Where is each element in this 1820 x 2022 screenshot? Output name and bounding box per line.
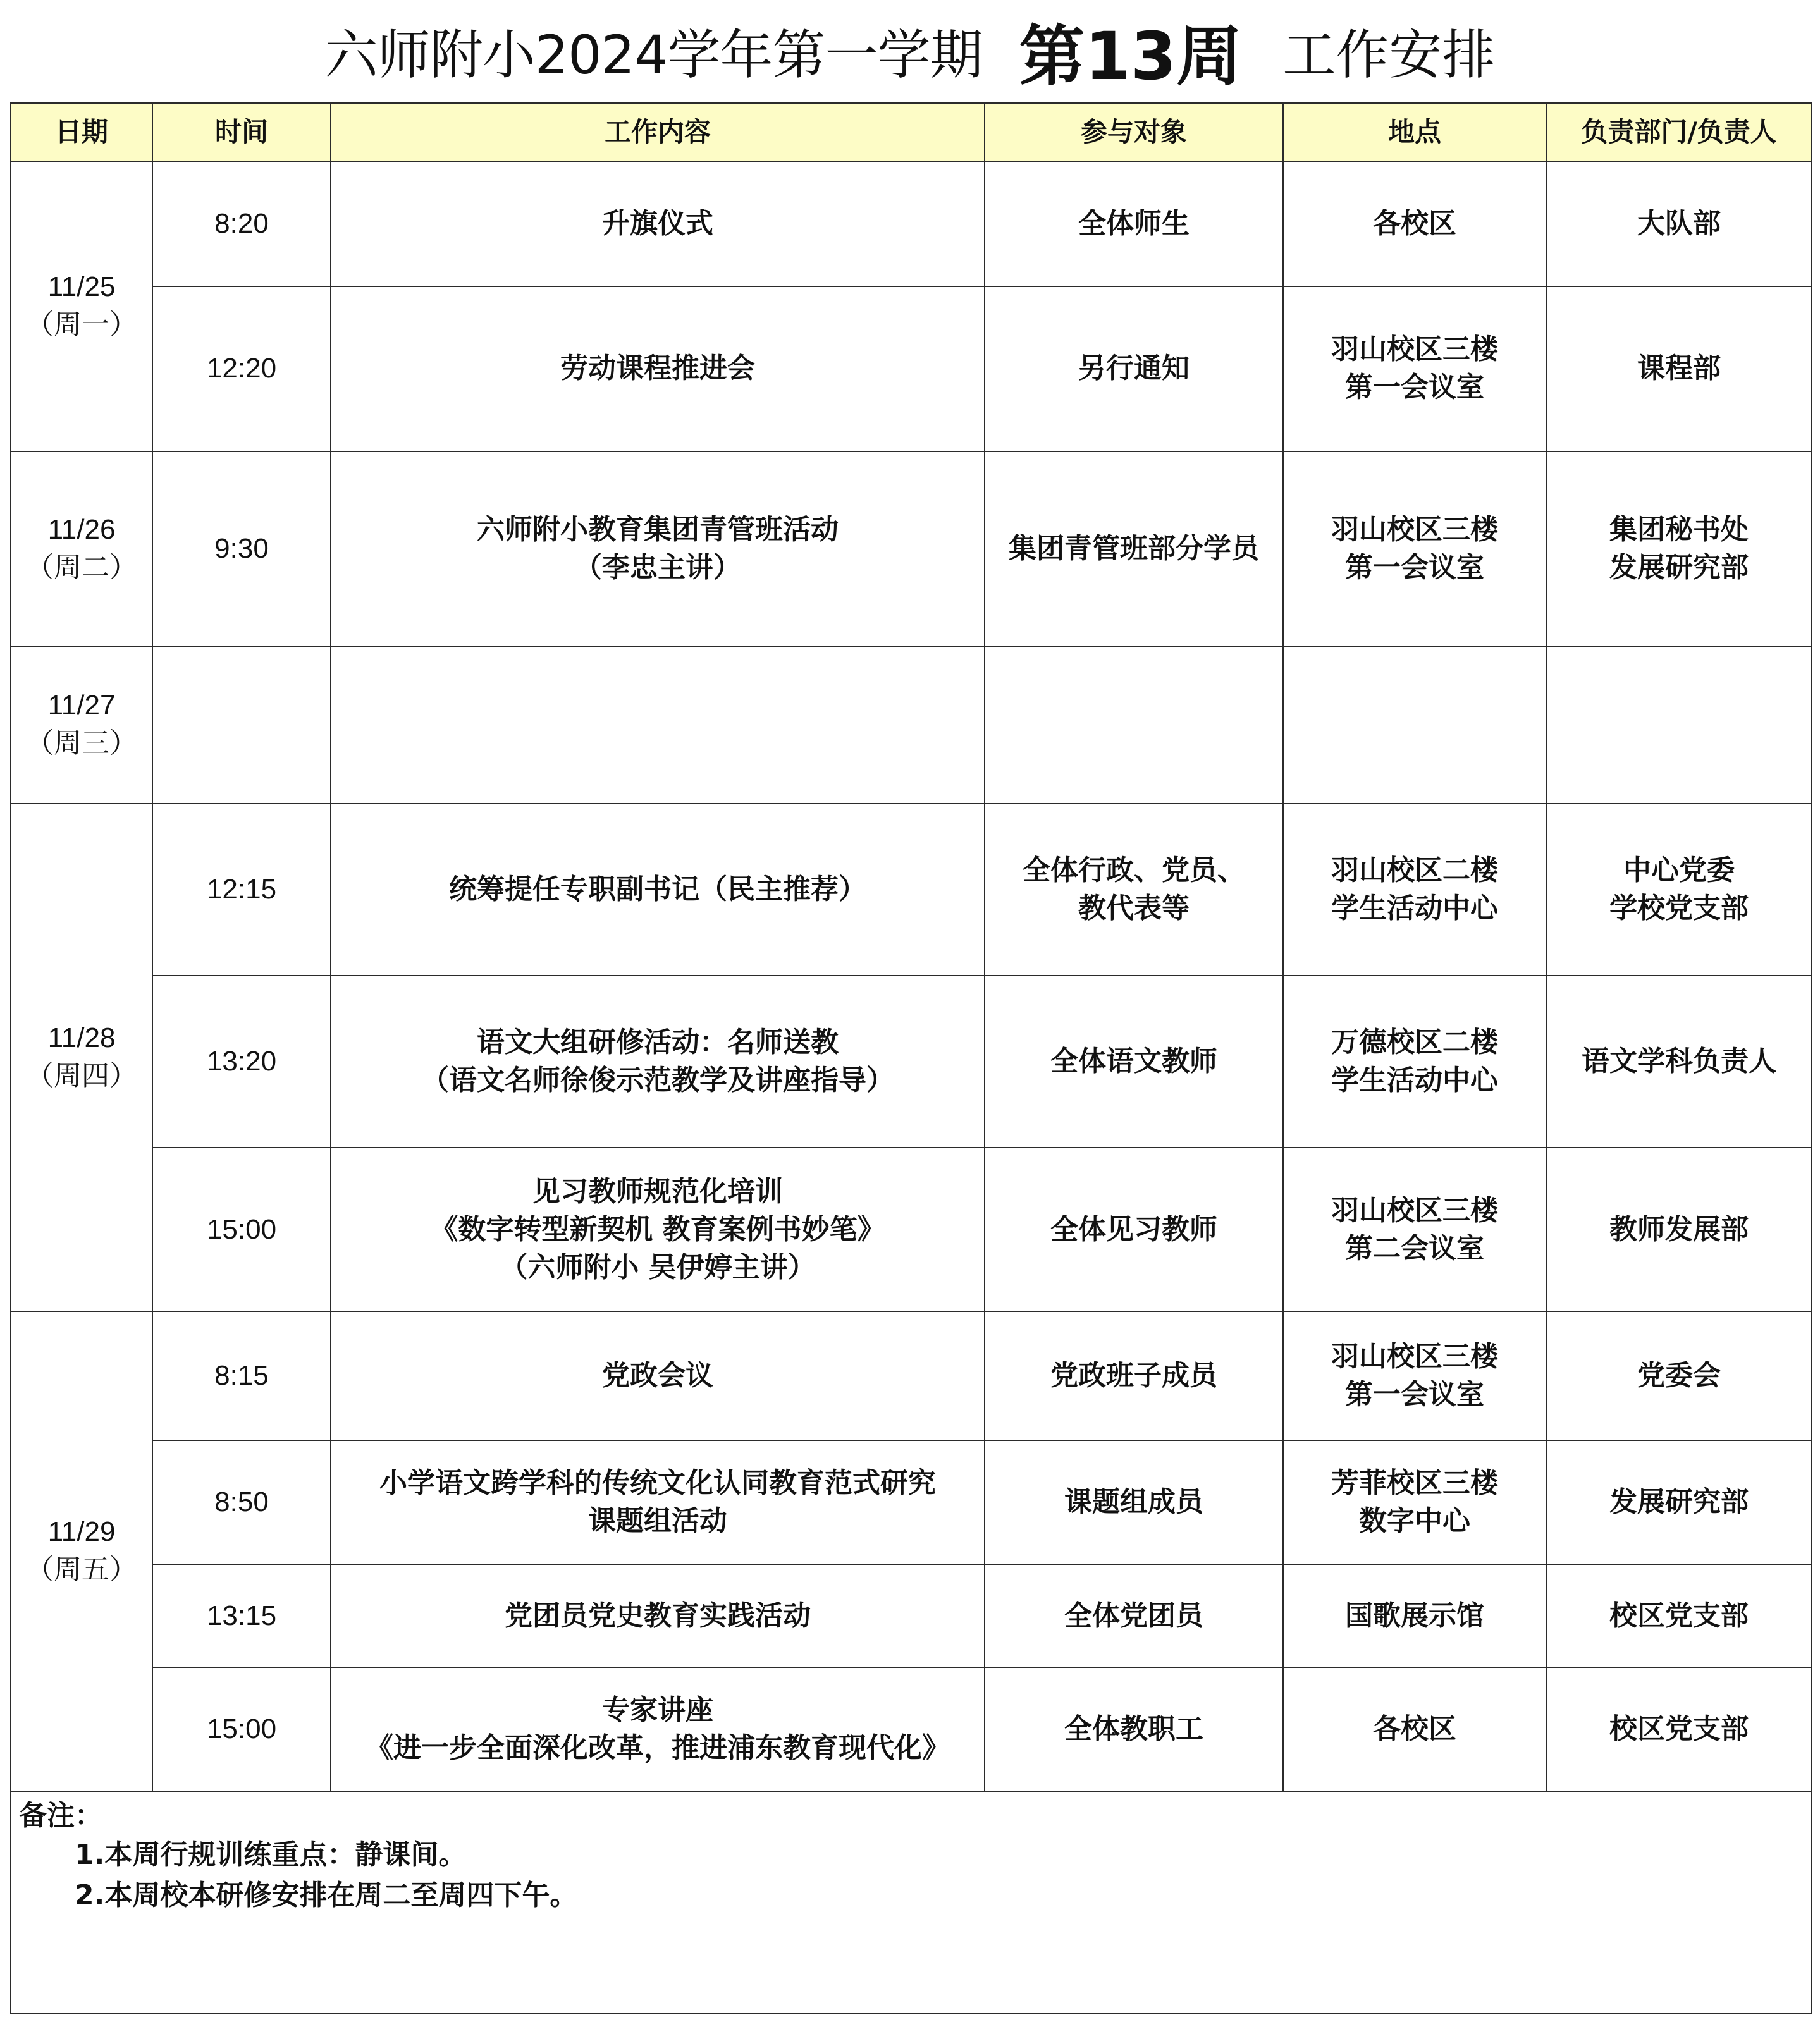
location-cell bbox=[1283, 1667, 1546, 1791]
dept-cell-line: 语文学科负责人 bbox=[1582, 1045, 1776, 1078]
date-cell bbox=[11, 646, 152, 803]
notes-item: 2.本周校本研修安排在周二至周四下午。 bbox=[75, 1879, 578, 1911]
table-row bbox=[11, 646, 1812, 803]
content-cell-line: （语文名师徐俊示范教学及讲座指导） bbox=[421, 1064, 894, 1097]
table-row bbox=[11, 1148, 1812, 1311]
time-cell: 15:00 bbox=[152, 1148, 331, 1311]
content-cell bbox=[331, 1564, 985, 1667]
dept-cell-line: 集团秘书处 bbox=[1609, 513, 1749, 546]
date-cell bbox=[11, 804, 152, 1311]
location-cell bbox=[1283, 286, 1546, 451]
participants-cell-line: 全体见习教师 bbox=[1050, 1213, 1217, 1246]
location-cell-line: 羽山校区三楼 bbox=[1331, 1340, 1498, 1373]
content-cell-line: 劳动课程推进会 bbox=[560, 352, 755, 385]
dept-cell bbox=[1546, 646, 1812, 803]
participants-cell bbox=[985, 804, 1283, 976]
weekday-value: （周二） bbox=[26, 551, 137, 583]
dept-cell-line: 学校党支部 bbox=[1609, 892, 1749, 924]
participants-cell-line: 全体师生 bbox=[1078, 207, 1190, 240]
table-row bbox=[11, 161, 1812, 286]
content-cell bbox=[331, 161, 985, 286]
location-cell-line: 数字中心 bbox=[1359, 1505, 1470, 1538]
page-title bbox=[0, 0, 1820, 101]
content-cell bbox=[331, 976, 985, 1148]
dept-cell-line: 校区党支部 bbox=[1609, 1599, 1749, 1632]
location-cell-line: 羽山校区三楼 bbox=[1331, 513, 1498, 546]
location-cell-line: 芳菲校区三楼 bbox=[1331, 1467, 1498, 1500]
notes-label: 备注： bbox=[19, 1799, 102, 1832]
participants-cell-line: 全体教职工 bbox=[1064, 1712, 1203, 1745]
location-cell bbox=[1283, 161, 1546, 286]
dept-cell-line: 党委会 bbox=[1637, 1359, 1721, 1392]
dept-cell-line: 发展研究部 bbox=[1609, 551, 1749, 584]
location-cell bbox=[1283, 1440, 1546, 1564]
content-cell bbox=[331, 1148, 985, 1311]
time-cell: 8:50 bbox=[152, 1440, 331, 1564]
title-week: 第13周 bbox=[1019, 18, 1243, 95]
participants-cell bbox=[985, 1440, 1283, 1564]
location-cell-line: 羽山校区三楼 bbox=[1331, 333, 1498, 366]
notes-item: 1.本周行规训练重点：静课间。 bbox=[75, 1839, 467, 1871]
location-cell-line: 万德校区二楼 bbox=[1331, 1026, 1498, 1059]
participants-cell bbox=[985, 1311, 1283, 1440]
content-cell bbox=[331, 1440, 985, 1564]
date-cell bbox=[11, 1311, 152, 1791]
participants-cell-line: 课题组成员 bbox=[1064, 1486, 1203, 1519]
notes-row bbox=[11, 1791, 1812, 2014]
content-cell-line: 小学语文跨学科的传统文化认同教育范式研究 bbox=[379, 1467, 936, 1500]
dept-cell bbox=[1546, 1148, 1812, 1311]
time-cell: 8:20 bbox=[152, 161, 331, 286]
participants-cell bbox=[985, 1564, 1283, 1667]
dept-cell bbox=[1546, 1311, 1812, 1440]
location-cell-line: 第一会议室 bbox=[1345, 371, 1484, 404]
dept-cell-line: 教师发展部 bbox=[1609, 1213, 1749, 1246]
content-cell bbox=[331, 1311, 985, 1440]
location-cell bbox=[1283, 1311, 1546, 1440]
participants-cell bbox=[985, 976, 1283, 1148]
content-cell-line: 统筹提任专职副书记（民主推荐） bbox=[449, 873, 866, 905]
time-cell: 9:30 bbox=[152, 451, 331, 646]
time-cell: 13:20 bbox=[152, 976, 331, 1148]
dept-cell bbox=[1546, 1440, 1812, 1564]
time-cell: 12:20 bbox=[152, 286, 331, 451]
content-cell-line: 见习教师规范化培训 bbox=[532, 1175, 783, 1208]
participants-cell bbox=[985, 1148, 1283, 1311]
time-cell: 12:15 bbox=[152, 804, 331, 976]
header-time: 时间 bbox=[152, 103, 331, 161]
location-cell bbox=[1283, 1148, 1546, 1311]
content-cell-line: 六师附小教育集团青管班活动 bbox=[477, 513, 839, 546]
participants-cell bbox=[985, 1667, 1283, 1791]
table-row bbox=[11, 1667, 1812, 1791]
weekday-value: （周三） bbox=[26, 728, 137, 759]
date-value: 11/29 bbox=[47, 1516, 116, 1548]
location-cell bbox=[1283, 976, 1546, 1148]
date-value: 11/26 bbox=[47, 513, 116, 545]
content-cell bbox=[331, 804, 985, 976]
time-cell: 8:15 bbox=[152, 1311, 331, 1440]
dept-cell bbox=[1546, 804, 1812, 976]
table-row bbox=[11, 976, 1812, 1148]
title-suffix: 工作安排 bbox=[1282, 23, 1496, 86]
content-cell-line: 《进一步全面深化改革，推进浦东教育现代化》 bbox=[366, 1731, 950, 1764]
location-cell bbox=[1283, 804, 1546, 976]
date-cell bbox=[11, 451, 152, 646]
date-value: 11/25 bbox=[47, 271, 116, 303]
header-dept: 负责部门/负责人 bbox=[1546, 103, 1812, 161]
weekday-value: （周四） bbox=[26, 1060, 137, 1092]
dept-cell-line: 发展研究部 bbox=[1609, 1486, 1749, 1519]
dept-cell bbox=[1546, 161, 1812, 286]
date-value: 11/27 bbox=[47, 690, 116, 721]
participants-cell-line: 集团青管班部分学员 bbox=[1009, 532, 1259, 565]
content-cell bbox=[331, 1667, 985, 1791]
dept-cell bbox=[1546, 286, 1812, 451]
table-row bbox=[11, 286, 1812, 451]
content-cell-line: 《数字转型新契机 教育案例书妙笔》 bbox=[430, 1213, 885, 1246]
location-cell-line: 国歌展示馆 bbox=[1345, 1599, 1484, 1632]
date-cell bbox=[11, 161, 152, 451]
location-cell-line: 第二会议室 bbox=[1345, 1232, 1484, 1265]
dept-cell-line: 课程部 bbox=[1637, 352, 1721, 385]
header-date: 日期 bbox=[11, 103, 152, 161]
participants-cell bbox=[985, 286, 1283, 451]
location-cell-line: 羽山校区三楼 bbox=[1331, 1194, 1498, 1227]
dept-cell-line: 中心党委 bbox=[1623, 854, 1735, 886]
location-cell-line: 第一会议室 bbox=[1345, 1378, 1484, 1411]
participants-cell-line: 党政班子成员 bbox=[1050, 1359, 1217, 1392]
dept-cell bbox=[1546, 976, 1812, 1148]
participants-cell bbox=[985, 451, 1283, 646]
title-prefix: 六师附小2024学年第一学期 bbox=[324, 23, 983, 86]
content-cell-line: （李忠主讲） bbox=[574, 551, 741, 584]
content-cell-line: （六师附小 吴伊婷主讲） bbox=[500, 1251, 816, 1284]
content-cell bbox=[331, 286, 985, 451]
content-cell-line: 党团员党史教育实践活动 bbox=[505, 1599, 811, 1632]
content-cell-line: 语文大组研修活动：名师送教 bbox=[477, 1026, 839, 1059]
table-row bbox=[11, 1440, 1812, 1564]
notes-cell bbox=[11, 1791, 1812, 2014]
participants-cell-line: 全体行政、党员、 bbox=[1023, 854, 1245, 886]
participants-cell bbox=[985, 161, 1283, 286]
weekday-value: （周一） bbox=[26, 309, 137, 341]
location-cell-line: 各校区 bbox=[1373, 207, 1456, 240]
content-cell bbox=[331, 646, 985, 803]
table-row bbox=[11, 1564, 1812, 1667]
dept-cell bbox=[1546, 451, 1812, 646]
header-content: 工作内容 bbox=[331, 103, 985, 161]
time-cell: 15:00 bbox=[152, 1667, 331, 1791]
participants-cell bbox=[985, 646, 1283, 803]
participants-cell-line: 另行通知 bbox=[1078, 352, 1190, 385]
table-row bbox=[11, 1311, 1812, 1440]
location-cell-line: 羽山校区二楼 bbox=[1331, 854, 1498, 886]
participants-cell-line: 全体语文教师 bbox=[1050, 1045, 1217, 1078]
location-cell-line: 各校区 bbox=[1373, 1712, 1456, 1745]
dept-cell-line: 大队部 bbox=[1637, 207, 1721, 240]
content-cell-line: 课题组活动 bbox=[588, 1505, 727, 1538]
dept-cell bbox=[1546, 1564, 1812, 1667]
schedule-table bbox=[10, 102, 1812, 2014]
participants-cell-line: 全体党团员 bbox=[1064, 1599, 1203, 1632]
location-cell-line: 学生活动中心 bbox=[1331, 1064, 1498, 1097]
location-cell bbox=[1283, 646, 1546, 803]
location-cell bbox=[1283, 1564, 1546, 1667]
content-cell bbox=[331, 451, 985, 646]
weekday-value: （周五） bbox=[26, 1554, 137, 1586]
header-location: 地点 bbox=[1283, 103, 1546, 161]
date-value: 11/28 bbox=[47, 1022, 116, 1054]
table-row bbox=[11, 804, 1812, 976]
time-cell bbox=[152, 646, 331, 803]
header-row bbox=[11, 103, 1812, 161]
time-cell: 13:15 bbox=[152, 1564, 331, 1667]
dept-cell bbox=[1546, 1667, 1812, 1791]
content-cell-line: 党政会议 bbox=[602, 1359, 713, 1392]
location-cell-line: 学生活动中心 bbox=[1331, 892, 1498, 924]
content-cell-line: 专家讲座 bbox=[602, 1693, 713, 1726]
table-row bbox=[11, 451, 1812, 646]
content-cell-line: 升旗仪式 bbox=[602, 207, 713, 240]
location-cell bbox=[1283, 451, 1546, 646]
dept-cell-line: 校区党支部 bbox=[1609, 1712, 1749, 1745]
location-cell-line: 第一会议室 bbox=[1345, 551, 1484, 584]
participants-cell-line: 教代表等 bbox=[1078, 892, 1190, 924]
header-participants: 参与对象 bbox=[985, 103, 1283, 161]
